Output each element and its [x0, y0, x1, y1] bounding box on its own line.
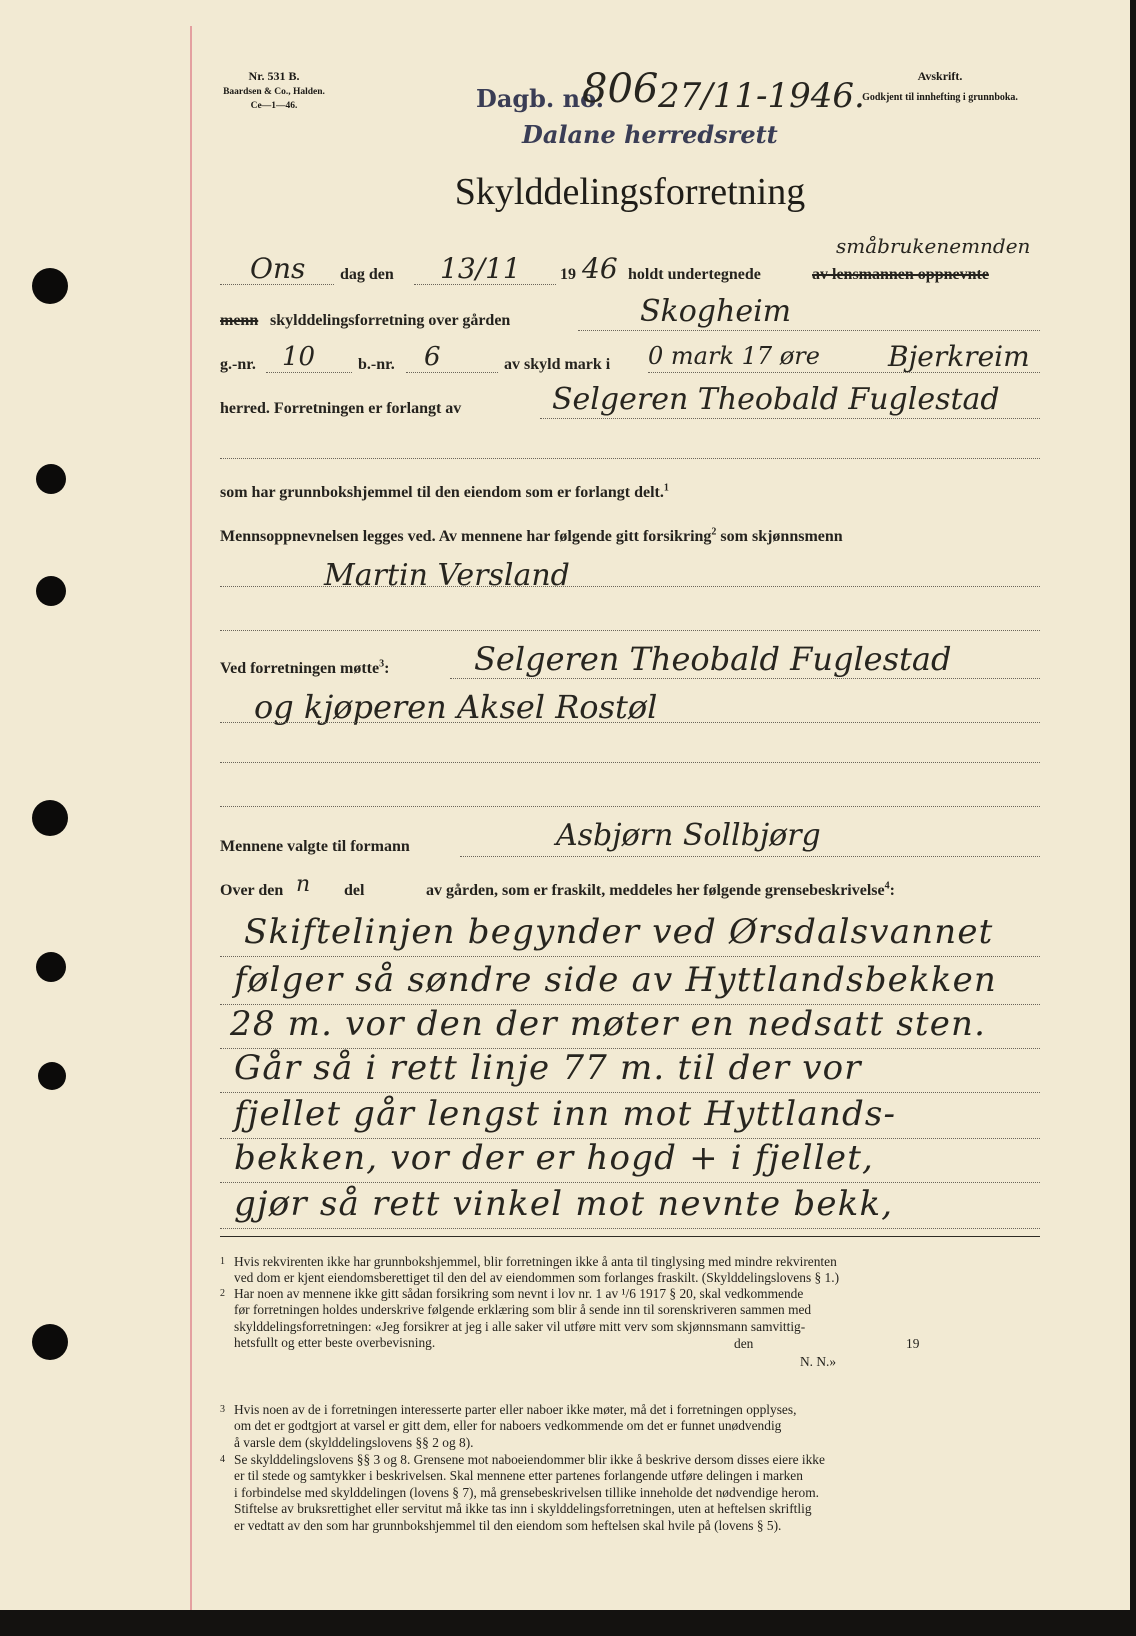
boundary-line: bekken, vor der er hogd + i fjellet, — [234, 1138, 875, 1178]
scan-edge-bottom — [0, 1610, 1136, 1636]
farm-label: skylddelingsforretning over gården — [270, 312, 511, 329]
requested-by-label: herred. Forretningen er forlangt av — [220, 400, 462, 417]
holdt-label: holdt undertegnede — [628, 266, 761, 283]
journal-date: 27/11-1946. — [658, 76, 865, 116]
journal-number: 806 — [582, 66, 659, 112]
farm-name-hand: Skogheim — [640, 294, 792, 329]
scan-edge-right — [1130, 0, 1136, 1636]
printer-name: Baardsen & Co., Halden. — [223, 87, 325, 97]
weekday-hand: Ons — [250, 252, 306, 285]
footnote-year: 19 — [906, 1335, 920, 1351]
footnote-line: Hvis rekvirenten ikke har grunnbokshjemmel, blir forretningen ikke å anta til tinglysing med mindre rekvirenten — [234, 1254, 837, 1269]
dag-den-label: dag den — [340, 266, 394, 283]
punch-hole — [32, 268, 68, 304]
footnote-line: skylddelingsforretningen: «Jeg forsikrer at jeg i alle saker vil utføre mitt verv som skjønnsmann samvittig- — [234, 1318, 806, 1334]
footnote — [220, 1402, 1040, 1451]
form-number: Nr. 531 B. — [248, 69, 300, 83]
footnote — [220, 1286, 1040, 1368]
footnote-line: å varsle dem (skylddelingslovens §§ 2 og 8). — [234, 1434, 474, 1450]
boundary-intro-label: av gården, som er fraskilt, meddeles her følgende grensebeskrivelse$^4$: — [426, 880, 895, 899]
punch-hole — [32, 800, 68, 836]
footnote-line: i forbindelse med skylddelingen (lovens § 7), må grensebeskrivelsen tillike inneholde det nødvendige herom. — [234, 1484, 819, 1500]
printer-code: Ce—1—46. — [250, 101, 298, 111]
punch-hole — [36, 576, 66, 606]
footnote-line: Stiftelse av bruksrettighet eller servitut må ikke tas inn i skylddelingsforretningen, uten at heftelsen skriftlig — [234, 1501, 812, 1517]
boundary-line: 28 m. vor den der møter en nedsatt sten. — [230, 1004, 987, 1044]
year-hand: 46 — [582, 252, 618, 285]
del-label: del — [344, 882, 365, 899]
struck-menn: menn — [220, 312, 259, 329]
boundary-line: Går så i rett linje 77 m. til der vor — [234, 1048, 862, 1088]
footnote-line: Har noen av mennene ikke gitt sådan forsikring som nevnt i lov nr. 1 av ¹/6 1917 § 20, skal vedkommende — [234, 1286, 804, 1301]
punch-hole — [36, 952, 66, 982]
bnr-label: b.-nr. — [358, 356, 395, 373]
punch-hole — [38, 1062, 66, 1090]
boundary-line: følger så søndre side av Hyttlandsbekken — [234, 960, 998, 1000]
footnote-number: 4 — [220, 1454, 225, 1465]
date-hand: 13/11 — [440, 252, 521, 285]
boundary-line: fjellet går lengst inn mot Hyttlands- — [234, 1094, 897, 1134]
struck-lensmann: av lensmannen oppnevnte — [812, 266, 989, 283]
footnote — [220, 1452, 1040, 1534]
requester-hand: Selgeren Theobald Fuglestad — [552, 382, 1000, 417]
document-title: Skylddelingsforretning — [454, 171, 806, 213]
municipality-hand: Bjerkreim — [888, 340, 1030, 373]
attendees-label: Ved forretningen møtte$^3$: — [220, 658, 390, 677]
oath-label: Mennsoppnevnelsen legges ved. Av mennene har følgende gitt forsikring$^2$ som skjønnsmenn — [220, 526, 843, 545]
footnote-line: om det er godtgjort at varsel er gitt dem, eller for naboers vedkommende om det er funnet unødvendig — [234, 1418, 782, 1434]
avskrift-label: Avskrift. — [917, 69, 963, 83]
footnote-line: er til stede og samtykker i beskrivelsen. Skal mennene etter partenes forlangende utføre delingen i marken — [234, 1468, 803, 1484]
journal-stamp-label: Dagb. no. — [476, 84, 605, 113]
footnote-line: er vedtatt av den som har grunnbokshjemmel til den eiendom som heftelsen skal hvile på (lovens § 5). — [234, 1517, 782, 1533]
gnr-hand: 10 — [282, 342, 316, 372]
footnote — [220, 1254, 1040, 1287]
boundary-line: Skiftelinjen begynder ved Ørsdalsvannet — [244, 912, 994, 952]
over-den-label: Over den — [220, 882, 284, 899]
attendees-hand-1: Selgeren Theobald Fuglestad — [474, 640, 952, 678]
committee-above: småbrukenemnden — [836, 234, 1031, 258]
punch-hole — [36, 464, 66, 494]
footnote-line: før forretningen holdes underskrive følgende erklæring som blir å sende inn til sorenskriveren sammen med — [234, 1302, 812, 1318]
chairman-label: Mennene valgte til formann — [220, 838, 410, 855]
footnote-line: ved dom er kjent eiendomsberettiget til den del av eiendommen som forlanges fraskilt. (Skylddelingslovens § 1.) — [234, 1270, 840, 1286]
footnote-line: Hvis noen av de i forretningen interesserte parter eller naboer ikke møter, må det i forretningen opplyses, — [234, 1402, 797, 1417]
footnote-number: 3 — [220, 1404, 225, 1415]
year-prefix: 19 — [560, 266, 576, 283]
chairman-hand: Asbjørn Sollbjørg — [556, 818, 821, 853]
attendees-hand-2: og kjøperen Aksel Rostøl — [254, 688, 658, 726]
appraiser-hand: Martin Versland — [324, 558, 570, 593]
footnote-nn: N. N.» — [800, 1353, 837, 1369]
den-hand: n — [296, 872, 311, 897]
gnr-label: g.-nr. — [220, 356, 256, 373]
godkjent-label: Godkjent til innhefting i grunnboka. — [862, 92, 1018, 103]
bnr-hand: 6 — [424, 342, 441, 372]
court-stamp: Dalane herredsrett — [522, 120, 778, 149]
grunnbok-label: som har grunnbokshjemmel til den eiendom som er forlangt delt.$^1$ — [220, 482, 669, 501]
margin-rule — [190, 26, 192, 1610]
boundary-line: gjør så rett vinkel mot nevnte bekk, — [234, 1184, 894, 1224]
footnote-number: 1 — [220, 1256, 225, 1267]
skyld-hand: 0 mark 17 øre — [648, 342, 820, 370]
footnote-number: 2 — [220, 1288, 225, 1299]
skyld-label: av skyld mark i — [504, 356, 611, 373]
footnote-line: hetsfullt og etter beste overbevisning. — [234, 1335, 436, 1351]
footnote-line: Se skylddelingslovens §§ 3 og 8. Grensene mot naboeiendommer blir ikke å beskrive dersom disses eiere ikke — [234, 1452, 825, 1467]
footnote-den: den — [734, 1335, 754, 1351]
punch-hole — [32, 1324, 68, 1360]
